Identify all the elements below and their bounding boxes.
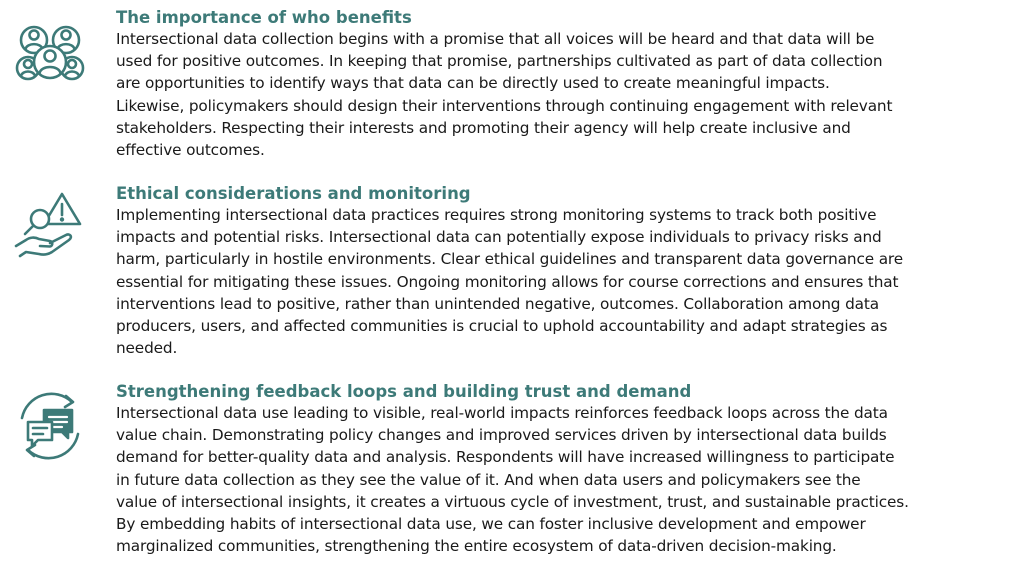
section-text bbox=[116, 382, 1010, 557]
paragraph-line: in future data collection as they see the value of it. And when data users and policymakers see the bbox=[116, 470, 861, 489]
paragraph-line: producers, users, and affected communities is crucial to uphold accountability and adapt strategies as bbox=[116, 317, 888, 336]
section-text bbox=[116, 184, 1010, 359]
paragraph-line: demand for better-quality data and analysis. Respondents will have increased willingness to participate bbox=[116, 448, 895, 467]
paragraph-line: harm, particularly in hostile environments. Clear ethical guidelines and transparent data governance are bbox=[116, 250, 903, 269]
paragraph-line: effective outcomes. bbox=[116, 141, 265, 160]
paragraph-line: essential for mitigating these issues. Ongoing monitoring allows for course corrections and ensures that bbox=[116, 272, 899, 291]
section-heading: The importance of who benefits bbox=[116, 8, 412, 27]
paragraph-line: Intersectional data use leading to visible, real-world impacts reinforces feedback loops across the data bbox=[116, 404, 888, 422]
chat-feedback-loop-icon bbox=[12, 388, 88, 464]
paragraph-line: needed. bbox=[116, 339, 178, 358]
paragraph-line: By embedding habits of intersectional data use, we can foster inclusive development and empower bbox=[116, 515, 866, 534]
paragraph-line: used for positive outcomes. In keeping that promise, partnerships cultivated as part of data collection bbox=[116, 52, 883, 71]
section-heading: Strengthening feedback loops and building trust and demand bbox=[116, 382, 692, 401]
people-group-icon bbox=[12, 20, 88, 96]
paragraph-line: impacts and potential risks. Intersectional data can potentially expose individuals to privacy risks and bbox=[116, 228, 882, 247]
paragraph-line: Implementing intersectional data practices requires strong monitoring systems to track both positive bbox=[116, 206, 877, 224]
paragraph-line: marginalized communities, strengthening the entire ecosystem of data-driven decision-making. bbox=[116, 537, 837, 556]
section-heading: Ethical considerations and monitoring bbox=[116, 184, 471, 203]
paragraph-line: interventions lead to positive, rather than unintended negative, outcomes. Collaboration among data bbox=[116, 294, 879, 313]
section-text bbox=[116, 8, 1010, 161]
paragraph-line: value of intersectional insights, it creates a virtuous cycle of investment, trust, and sustainable practices. bbox=[116, 492, 909, 511]
paragraph-line: stakeholders. Respecting their interests and promoting their agency will help create inclusive and bbox=[116, 118, 851, 137]
paragraph-line: Likewise, policymakers should design their interventions through continuing engagement with relevant bbox=[116, 96, 893, 115]
hand-magnifier-warning-icon bbox=[12, 190, 88, 266]
paragraph-line: Intersectional data collection begins with a promise that all voices will be heard and that data will be bbox=[116, 30, 875, 48]
paragraph-line: value chain. Demonstrating policy changes and improved services driven by intersectional data builds bbox=[116, 426, 887, 445]
paragraph-line: are opportunities to identify ways that data can be directly used to create meaningful impacts. bbox=[116, 74, 830, 93]
